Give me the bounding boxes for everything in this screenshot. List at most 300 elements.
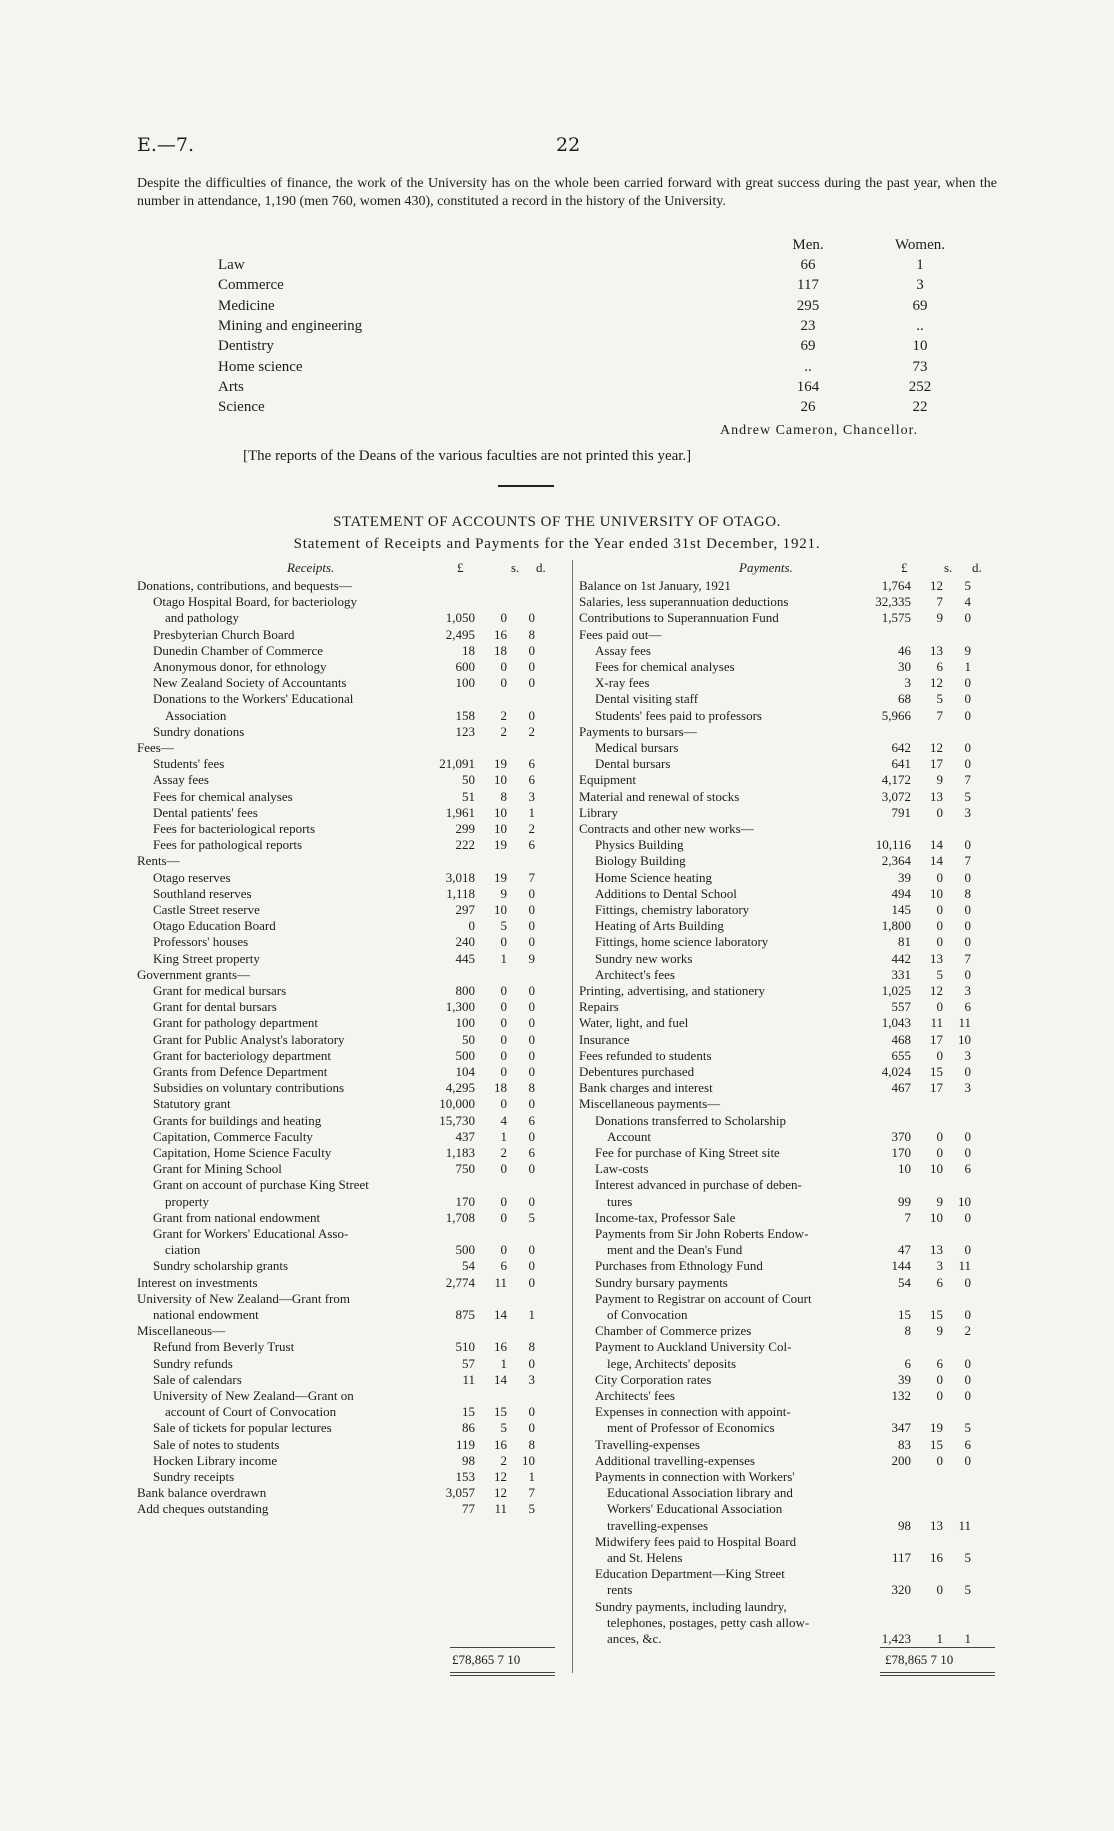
receipts-row xyxy=(137,1210,567,1226)
amount-pence: 6 xyxy=(528,772,535,788)
line-description: Medical bursars xyxy=(595,740,679,755)
amount-shillings: 0 xyxy=(936,804,943,820)
amount-pounds: 500 xyxy=(455,1242,475,1258)
amount-pence: 0 xyxy=(528,918,535,934)
amount-shillings: 13 xyxy=(930,642,943,658)
amount-pounds: 104 xyxy=(455,1064,475,1079)
amount-pounds: 4,024 xyxy=(881,1064,911,1079)
payments-row xyxy=(579,1631,999,1647)
amount-pence: 9 xyxy=(964,642,971,658)
line-description: Architect's fees xyxy=(595,966,675,982)
receipts-row xyxy=(137,1161,567,1177)
line-description: Sale of tickets for popular lectures xyxy=(153,1420,332,1436)
amount-pounds: 10,000 xyxy=(439,1096,475,1112)
amount-shillings: 18 xyxy=(494,1080,507,1096)
amount-shillings: 10 xyxy=(494,804,507,820)
amount-pounds: 1,764 xyxy=(881,578,911,593)
line-description: Biology Building xyxy=(595,853,686,869)
receipts-total-rule-bottom xyxy=(450,1672,555,1673)
amount-pence: 0 xyxy=(964,610,971,626)
amount-shillings: 12 xyxy=(930,675,943,691)
receipts-row xyxy=(137,870,567,886)
amount-pence: 0 xyxy=(964,691,971,707)
line-description: Fees refunded to students xyxy=(579,1047,712,1063)
receipts-row xyxy=(137,999,567,1015)
line-description: Sundry refunds xyxy=(153,1355,233,1371)
amount-shillings: 14 xyxy=(494,1371,507,1387)
receipts-row xyxy=(137,1080,567,1096)
amount-pence: 0 xyxy=(528,1161,535,1177)
amount-pounds: 21,091 xyxy=(439,756,475,772)
amount-pence: 3 xyxy=(964,983,971,998)
line-description: ciation xyxy=(165,1242,201,1258)
receipts-row xyxy=(137,837,567,853)
amount-pence: 0 xyxy=(964,1355,971,1371)
amount-pence: 0 xyxy=(964,966,971,982)
line-description: Miscellaneous— xyxy=(137,1323,226,1339)
amount-pence: 2 xyxy=(964,1323,971,1339)
amount-pounds: 642 xyxy=(891,740,911,755)
amount-pence: 7 xyxy=(528,1485,535,1501)
payments-row xyxy=(579,1615,999,1631)
payments-row xyxy=(579,1566,999,1582)
amount-shillings: 16 xyxy=(494,626,507,642)
line-description: ances, &c. xyxy=(607,1631,662,1646)
women-count: 3 xyxy=(916,277,924,294)
line-description: Government grants— xyxy=(137,966,251,982)
payments-row xyxy=(579,999,999,1015)
amount-shillings: 0 xyxy=(500,1047,507,1063)
men-count: 66 xyxy=(800,257,816,273)
line-description: Sundry receipts xyxy=(153,1469,235,1484)
amount-shillings: 0 xyxy=(936,902,943,917)
amount-shillings: 7 xyxy=(936,707,943,723)
receipts-row xyxy=(137,1032,567,1048)
amount-shillings: 0 xyxy=(500,1096,507,1112)
amount-pounds: 2,774 xyxy=(445,1274,475,1290)
amount-pence: 5 xyxy=(964,1420,971,1436)
amount-shillings: 12 xyxy=(930,740,943,755)
amount-shillings: 9 xyxy=(936,1323,943,1339)
receipts-row xyxy=(137,578,567,594)
amount-pounds: 3,018 xyxy=(445,869,475,885)
line-description: Presbyterian Church Board xyxy=(153,626,295,642)
line-description: Debentures purchased xyxy=(579,1064,695,1079)
line-description: Education Department—King Street xyxy=(595,1566,785,1582)
payments-row xyxy=(579,1242,999,1258)
amount-pounds: 3 xyxy=(904,675,911,691)
line-description: Payments to bursars— xyxy=(579,723,697,739)
amount-shillings: 9 xyxy=(936,772,943,788)
amount-pounds: 467 xyxy=(891,1080,911,1096)
line-description: Salaries, less superannuation deductions xyxy=(579,594,789,610)
payments-row xyxy=(579,886,999,902)
payments-row xyxy=(579,1534,999,1550)
amount-pounds: 2,495 xyxy=(445,626,475,642)
payments-row xyxy=(579,1339,999,1355)
men-count: .. xyxy=(804,358,812,375)
women-count: 73 xyxy=(912,358,928,375)
line-description: Library xyxy=(579,804,618,820)
amount-pence: 0 xyxy=(528,1258,535,1274)
amount-pence: 2 xyxy=(528,723,535,739)
amount-shillings: 0 xyxy=(936,999,943,1015)
amount-pounds: 200 xyxy=(891,1452,911,1468)
amount-shillings: 9 xyxy=(936,1193,943,1209)
amount-pounds: 0 xyxy=(468,918,475,934)
amount-pence: 0 xyxy=(964,1209,971,1225)
receipts-col-shillings: s. xyxy=(511,560,520,575)
amount-shillings: 0 xyxy=(936,1145,943,1160)
amount-pence: 5 xyxy=(964,1550,971,1565)
line-description: University of New Zealand—Grant from xyxy=(137,1290,350,1306)
line-description: Chamber of Commerce prizes xyxy=(595,1323,752,1339)
amount-pence: 6 xyxy=(528,1145,535,1160)
line-description: Sale of calendars xyxy=(153,1371,242,1387)
amount-pounds: 641 xyxy=(891,756,911,772)
line-description: New Zealand Society of Accountants xyxy=(153,675,347,691)
amount-pence: 0 xyxy=(528,1031,535,1047)
amount-shillings: 2 xyxy=(500,1452,507,1468)
amount-pounds: 331 xyxy=(891,966,911,982)
line-description: Fees paid out— xyxy=(579,626,662,642)
amount-pounds: 500 xyxy=(455,1047,475,1063)
amount-pence: 1 xyxy=(528,1469,535,1484)
receipts-row xyxy=(137,1129,567,1145)
amount-pence: 0 xyxy=(528,1128,535,1144)
amount-pence: 0 xyxy=(964,934,971,950)
line-description: lege, Architects' deposits xyxy=(607,1355,737,1371)
amount-pence: 6 xyxy=(964,1436,971,1452)
amount-pounds: 442 xyxy=(891,950,911,966)
payments-row xyxy=(579,675,999,691)
amount-shillings: 14 xyxy=(930,837,943,853)
line-description: Grant for medical bursars xyxy=(153,983,287,998)
line-description: Grants for buildings and heating xyxy=(153,1112,322,1128)
amount-pence: 0 xyxy=(528,659,535,674)
line-description: Material and renewal of stocks xyxy=(579,788,740,804)
amount-pounds: 54 xyxy=(898,1274,911,1290)
receipts-row xyxy=(137,772,567,788)
editorial-note: [The reports of the Deans of the various faculties are not printed this year.] xyxy=(243,448,692,464)
line-description: Grant for dental bursars xyxy=(153,999,277,1015)
payments-row xyxy=(579,1145,999,1161)
amount-pounds: 1,800 xyxy=(881,918,911,934)
payments-row xyxy=(579,643,999,659)
amount-pence: 0 xyxy=(964,902,971,917)
receipts-row xyxy=(137,708,567,724)
amount-pence: 0 xyxy=(964,1307,971,1322)
faculty-name: Mining and engineering xyxy=(218,317,363,334)
payments-row xyxy=(579,691,999,707)
men-count: 295 xyxy=(796,297,820,314)
amount-pounds: 1,300 xyxy=(445,999,475,1015)
amount-pence: 0 xyxy=(528,885,535,901)
amount-pence: 0 xyxy=(964,1064,971,1079)
amount-pounds: 222 xyxy=(455,837,475,853)
amount-pence: 9 xyxy=(528,950,535,966)
payments-total-rule-top xyxy=(880,1647,995,1648)
line-description: Assay fees xyxy=(153,772,209,788)
payments-row xyxy=(579,918,999,934)
line-description: property xyxy=(165,1193,210,1209)
payments-total: £78,865 7 10 xyxy=(885,1652,954,1667)
amount-shillings: 11 xyxy=(930,1015,943,1031)
amount-pounds: 117 xyxy=(891,1550,911,1565)
receipts-row xyxy=(137,1469,567,1485)
amount-shillings: 12 xyxy=(930,578,943,593)
amount-pence: 0 xyxy=(964,869,971,885)
amount-shillings: 3 xyxy=(936,1258,943,1274)
amount-pounds: 1,025 xyxy=(881,983,911,998)
faculty-name: Dentistry xyxy=(218,338,274,355)
amount-shillings: 18 xyxy=(494,642,507,658)
amount-pounds: 144 xyxy=(891,1258,911,1274)
amount-pounds: 153 xyxy=(455,1469,475,1484)
amount-pence: 0 xyxy=(528,642,535,658)
amount-pounds: 494 xyxy=(891,885,911,901)
amount-pence: 0 xyxy=(964,1452,971,1468)
amount-pence: 0 xyxy=(528,1193,535,1209)
amount-pence: 1 xyxy=(528,804,535,820)
payments-row xyxy=(579,837,999,853)
amount-pounds: 1,423 xyxy=(881,1631,911,1646)
amount-pounds: 50 xyxy=(462,1031,475,1047)
amount-shillings: 0 xyxy=(936,934,943,950)
payments-row xyxy=(579,789,999,805)
amount-pence: 0 xyxy=(528,707,535,723)
amount-shillings: 14 xyxy=(494,1307,507,1322)
payments-row xyxy=(579,1048,999,1064)
amount-shillings: 13 xyxy=(930,788,943,804)
line-description: Fee for purchase of King Street site xyxy=(595,1145,780,1160)
amount-pence: 11 xyxy=(958,1258,971,1274)
amount-shillings: 19 xyxy=(494,869,507,885)
men-count: 26 xyxy=(800,399,816,416)
line-description: Dental patients' fees xyxy=(153,804,258,820)
amount-shillings: 5 xyxy=(936,966,943,982)
amount-pence: 0 xyxy=(528,610,535,626)
amount-pence: 2 xyxy=(528,821,535,836)
amount-shillings: 10 xyxy=(930,1161,943,1177)
receipts-row xyxy=(137,853,567,869)
amount-pounds: 468 xyxy=(891,1031,911,1047)
line-description: Interest advanced in purchase of deben- xyxy=(595,1177,802,1193)
amount-pounds: 100 xyxy=(455,1015,475,1031)
receipts-row xyxy=(137,1258,567,1274)
receipts-row xyxy=(137,1113,567,1129)
amount-pence: 6 xyxy=(964,999,971,1015)
amount-pounds: 2,364 xyxy=(881,853,911,869)
amount-shillings: 17 xyxy=(930,1031,943,1047)
line-description: Sundry new works xyxy=(595,950,693,966)
payments-row xyxy=(579,1307,999,1323)
receipts-row xyxy=(137,643,567,659)
amount-pounds: 39 xyxy=(898,1371,911,1387)
amount-pence: 0 xyxy=(964,837,971,853)
line-description: Refund from Beverly Trust xyxy=(153,1339,295,1355)
receipts-row xyxy=(137,627,567,643)
amount-pence: 0 xyxy=(528,1064,535,1079)
faculty-name: Commerce xyxy=(218,277,284,294)
amount-pounds: 8 xyxy=(904,1323,911,1339)
amount-pence: 10 xyxy=(958,1193,971,1209)
report-code: E.—7. xyxy=(137,134,195,156)
intro-paragraph: Despite the difficulties of finance, the work of the University has on the whole been carried forward with great success during the past year, when the number in attendance, 1,190 (men 760, women 430), constituted a record in the history of the University. xyxy=(137,176,997,209)
line-description: Miscellaneous payments— xyxy=(579,1096,721,1112)
amount-pence: 0 xyxy=(528,1404,535,1420)
amount-shillings: 5 xyxy=(936,691,943,707)
payments-row xyxy=(579,1258,999,1274)
amount-pence: 4 xyxy=(964,594,971,610)
amount-pounds: 800 xyxy=(455,983,475,998)
amount-shillings: 16 xyxy=(494,1436,507,1452)
payments-row xyxy=(579,1080,999,1096)
amount-shillings: 0 xyxy=(500,1015,507,1031)
amount-pence: 8 xyxy=(528,1339,535,1355)
column-divider xyxy=(572,560,573,1673)
payments-total-rule-double xyxy=(880,1675,995,1676)
line-description: and pathology xyxy=(165,610,240,626)
line-description: Sundry scholarship grants xyxy=(153,1258,289,1274)
amount-pounds: 1,708 xyxy=(445,1209,475,1225)
signature: Andrew Cameron, Chancellor. xyxy=(720,423,919,438)
line-description: Fittings, chemistry laboratory xyxy=(595,902,750,917)
line-description: Physics Building xyxy=(595,837,684,853)
amount-shillings: 0 xyxy=(936,1582,943,1598)
payments-row xyxy=(579,1420,999,1436)
line-description: Sundry bursary payments xyxy=(595,1274,728,1290)
receipts-row xyxy=(137,1064,567,1080)
receipts-row xyxy=(137,902,567,918)
amount-shillings: 2 xyxy=(500,707,507,723)
receipts-row xyxy=(137,1404,567,1420)
amount-shillings: 0 xyxy=(500,1209,507,1225)
amount-pence: 0 xyxy=(964,1274,971,1290)
men-count: 117 xyxy=(797,277,819,294)
amount-pounds: 50 xyxy=(462,772,475,788)
line-description: Hocken Library income xyxy=(153,1452,278,1468)
receipts-row xyxy=(137,1323,567,1339)
line-description: Printing, advertising, and stationery xyxy=(579,983,765,998)
receipts-row xyxy=(137,594,567,610)
amount-pence: 0 xyxy=(528,1242,535,1258)
line-description: Account xyxy=(607,1128,652,1144)
amount-shillings: 0 xyxy=(500,675,507,691)
amount-pounds: 1,183 xyxy=(445,1145,475,1160)
amount-pounds: 600 xyxy=(455,659,475,674)
amount-shillings: 0 xyxy=(500,1064,507,1079)
payments-row xyxy=(579,1291,999,1307)
amount-pence: 0 xyxy=(528,1420,535,1436)
amount-shillings: 17 xyxy=(930,1080,943,1096)
amount-shillings: 12 xyxy=(494,1469,507,1484)
payments-row xyxy=(579,724,999,740)
payments-row xyxy=(579,1356,999,1372)
amount-pounds: 132 xyxy=(891,1388,911,1403)
amount-shillings: 0 xyxy=(500,1193,507,1209)
amount-pence: 0 xyxy=(528,934,535,950)
amount-pence: 0 xyxy=(964,1242,971,1258)
amount-pounds: 445 xyxy=(455,950,475,966)
line-description: Sundry donations xyxy=(153,723,245,739)
line-description: Students' fees xyxy=(153,756,225,772)
amount-pence: 0 xyxy=(528,1015,535,1031)
amount-pence: 1 xyxy=(964,659,971,674)
amount-shillings: 1 xyxy=(500,1355,507,1371)
amount-pounds: 119 xyxy=(455,1436,475,1452)
amount-pence: 3 xyxy=(528,1371,535,1387)
women-count: 22 xyxy=(912,399,928,416)
amount-pence: 0 xyxy=(528,1355,535,1371)
amount-pounds: 123 xyxy=(455,723,475,739)
amount-pounds: 5,966 xyxy=(881,707,911,723)
payments-row xyxy=(579,1518,999,1534)
amount-shillings: 13 xyxy=(930,950,943,966)
line-description: Sale of notes to students xyxy=(153,1436,280,1452)
amount-pence: 6 xyxy=(528,756,535,772)
amount-pounds: 46 xyxy=(898,642,911,658)
amount-pounds: 7 xyxy=(904,1209,911,1225)
line-description: Otago Hospital Board, for bacteriology xyxy=(153,594,357,610)
amount-pounds: 32,335 xyxy=(875,594,911,610)
men-count: 69 xyxy=(800,338,816,355)
amount-pounds: 4,295 xyxy=(445,1080,475,1096)
line-description: Dental visiting staff xyxy=(595,691,699,707)
line-description: Capitation, Commerce Faculty xyxy=(153,1128,313,1144)
amount-pence: 0 xyxy=(964,740,971,755)
amount-shillings: 17 xyxy=(930,756,943,772)
payments-row xyxy=(579,1096,999,1112)
amount-pence: 10 xyxy=(958,1031,971,1047)
line-description: Otago Education Board xyxy=(153,918,276,934)
amount-pence: 5 xyxy=(528,1501,535,1517)
receipts-row xyxy=(137,1226,567,1242)
amount-pence: 7 xyxy=(964,853,971,869)
payments-col-pounds: £ xyxy=(901,560,908,575)
line-description: Add cheques outstanding xyxy=(137,1501,269,1517)
amount-shillings: 0 xyxy=(936,1047,943,1063)
amount-shillings: 0 xyxy=(936,1371,943,1387)
line-description: Contracts and other new works— xyxy=(579,821,754,836)
payments-row xyxy=(579,1469,999,1485)
line-description: Educational Association library and xyxy=(607,1485,793,1501)
women-count: 10 xyxy=(912,338,928,355)
receipts-row xyxy=(137,1291,567,1307)
amount-shillings: 19 xyxy=(494,837,507,853)
receipts-row xyxy=(137,1356,567,1372)
line-description: Association xyxy=(165,707,227,723)
line-description: Additional travelling-expenses xyxy=(595,1452,755,1468)
amount-pence: 3 xyxy=(528,788,535,804)
amount-pence: 0 xyxy=(528,675,535,691)
amount-pence: 5 xyxy=(964,578,971,593)
amount-shillings: 0 xyxy=(500,1161,507,1177)
receipts-row xyxy=(137,951,567,967)
amount-pounds: 99 xyxy=(898,1193,911,1209)
receipts-row xyxy=(137,724,567,740)
amount-pounds: 297 xyxy=(455,902,475,917)
payments-row xyxy=(579,1323,999,1339)
receipts-row xyxy=(137,1485,567,1501)
payments-row xyxy=(579,1226,999,1242)
amount-shillings: 0 xyxy=(936,1452,943,1468)
line-description: Rents— xyxy=(137,853,180,869)
amount-pounds: 15,730 xyxy=(439,1112,475,1128)
receipts-total-rule-double xyxy=(450,1675,555,1676)
receipts-row xyxy=(137,1177,567,1193)
amount-shillings: 9 xyxy=(500,885,507,901)
